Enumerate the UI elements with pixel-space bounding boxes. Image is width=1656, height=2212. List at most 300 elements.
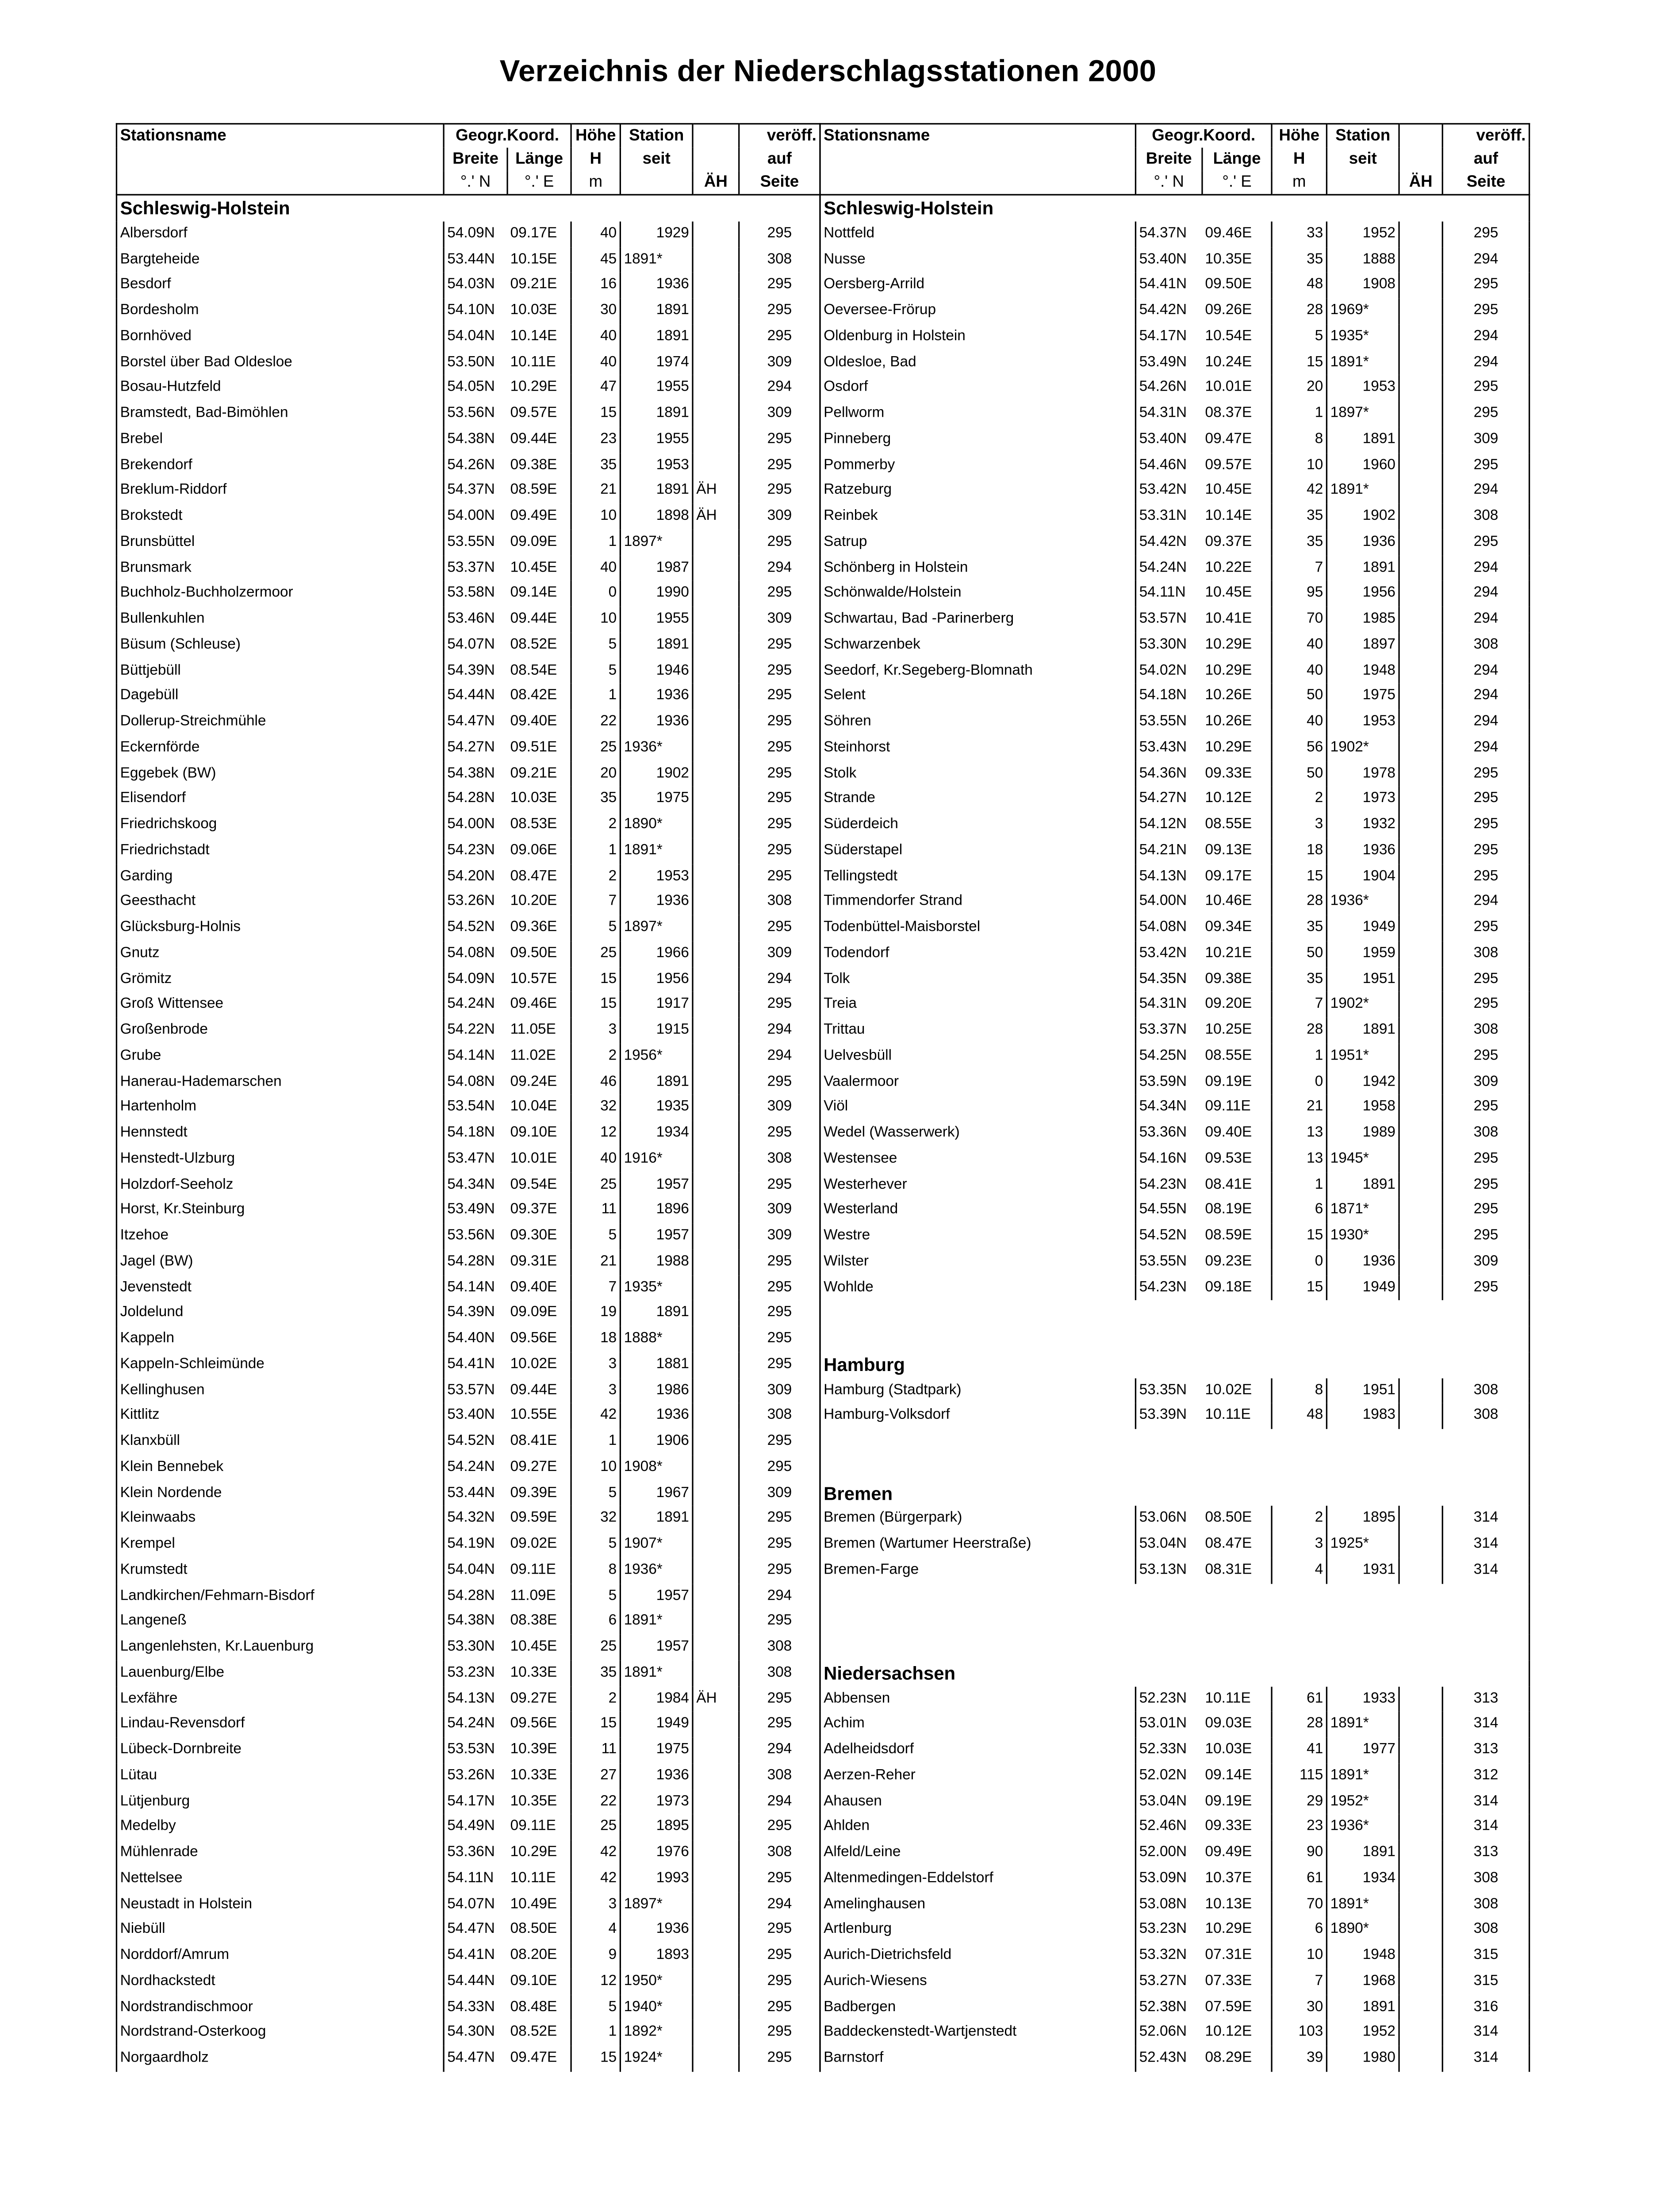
station-height: 35	[1272, 247, 1326, 273]
station-name: Klein Bennebek	[116, 1455, 444, 1480]
station-since: 1952*	[1326, 1789, 1399, 1814]
station-ah	[1399, 478, 1442, 504]
station-since: 1908*	[620, 1455, 693, 1480]
station-lon: 09.47E	[1205, 431, 1252, 447]
station-lon: 09.31E	[510, 1253, 557, 1270]
station-row	[116, 967, 820, 992]
station-row	[116, 1815, 820, 1840]
station-since: 1892*	[620, 2020, 693, 2046]
station-ah	[693, 1737, 739, 1763]
station-height: 42	[571, 1840, 620, 1866]
station-ah	[693, 1892, 739, 1917]
station-page: 308	[1442, 1866, 1529, 1892]
station-since: 1985	[1326, 607, 1399, 632]
station-since: 1953	[1326, 710, 1399, 735]
station-since: 1952	[1326, 2020, 1399, 2046]
station-ah	[693, 324, 739, 349]
station-page: 308	[1442, 1121, 1529, 1146]
station-since: 1929	[620, 221, 693, 247]
station-page: 295	[1442, 221, 1529, 247]
station-height: 1	[571, 2020, 620, 2046]
station-page: 295	[1442, 453, 1529, 478]
station-name: Brebel	[116, 427, 444, 453]
station-ah	[693, 684, 739, 710]
station-height: 70	[1272, 1892, 1326, 1917]
station-page: 294	[1442, 684, 1529, 710]
station-page: 313	[1442, 1737, 1529, 1763]
group-header-row	[820, 1352, 1530, 1378]
station-row	[820, 1223, 1530, 1249]
station-since: 1936	[620, 710, 693, 735]
station-page: 309	[739, 1223, 820, 1249]
header-ah: ÄH	[1399, 171, 1442, 195]
station-page: 295	[739, 838, 820, 864]
station-name: Bosau-Hutzfeld	[116, 375, 444, 401]
station-page: 295	[739, 1429, 820, 1455]
station-height: 15	[1272, 1223, 1326, 1249]
station-lon: 10.29E	[1205, 662, 1252, 679]
station-row	[116, 889, 820, 915]
station-height: 15	[571, 401, 620, 427]
station-lon: 10.37E	[1205, 1870, 1252, 1886]
station-since: 1949	[620, 1712, 693, 1737]
station-height: 4	[571, 1917, 620, 1943]
station-since: 1917	[620, 992, 693, 1018]
station-lon: 10.24E	[1205, 354, 1252, 370]
station-ah	[1399, 1892, 1442, 1917]
station-lon: 10.55E	[510, 1407, 557, 1424]
station-name: Alfeld/Leine	[820, 1840, 1135, 1866]
station-ah	[693, 735, 739, 761]
station-lon: 09.38E	[1205, 971, 1252, 987]
station-lon: 08.54E	[510, 662, 557, 679]
station-since: 1902	[620, 761, 693, 787]
station-height: 41	[1272, 1737, 1326, 1763]
station-since: 1891*	[620, 838, 693, 864]
header-lat: Breite	[444, 148, 507, 171]
station-lon: 10.46E	[1205, 894, 1252, 910]
station-lat: 53.59N	[1135, 1069, 1202, 1095]
station-lon: 09.20E	[1205, 996, 1252, 1013]
station-since: 1986	[620, 1378, 693, 1403]
station-lat: 53.30N	[444, 1635, 507, 1660]
station-height: 7	[1272, 555, 1326, 581]
station-ah	[1399, 1172, 1442, 1198]
station-page: 295	[1442, 273, 1529, 298]
station-height: 33	[1272, 221, 1326, 247]
station-name: Dollerup-Streichmühle	[116, 710, 444, 735]
station-page: 294	[1442, 889, 1529, 915]
station-lat: 54.52N	[444, 915, 507, 941]
station-lat: 53.58N	[444, 581, 507, 607]
page-title: Verzeichnis der Niederschlagsstationen 2000	[499, 55, 1157, 88]
station-page: 314	[1442, 2020, 1529, 2046]
station-page: 294	[739, 967, 820, 992]
station-since: 1890*	[620, 812, 693, 838]
station-row	[116, 838, 820, 864]
station-height: 3	[571, 1892, 620, 1917]
station-since: 1891*	[1326, 1763, 1399, 1789]
station-since: 1950*	[620, 1969, 693, 1994]
station-page: 309	[739, 1198, 820, 1223]
station-since: 1891	[620, 1301, 693, 1326]
station-name: Trittau	[820, 1018, 1135, 1044]
station-ah	[693, 967, 739, 992]
station-ah	[1399, 2020, 1442, 2046]
station-lat: 53.56N	[444, 401, 507, 427]
station-row	[820, 1146, 1530, 1172]
station-lon: 09.09E	[510, 534, 557, 550]
group-header-row	[820, 195, 1530, 221]
station-since: 1959	[1326, 941, 1399, 966]
station-page: 309	[739, 1480, 820, 1506]
station-row	[820, 632, 1530, 658]
station-row	[820, 1275, 1530, 1301]
station-height: 2	[571, 864, 620, 889]
station-height: 3	[571, 1018, 620, 1044]
station-name: Aerzen-Reher	[820, 1763, 1135, 1789]
station-row	[116, 221, 820, 247]
station-since: 1936*	[620, 735, 693, 761]
station-lat: 54.09N	[444, 967, 507, 992]
station-height: 61	[1272, 1686, 1326, 1712]
station-table-right	[819, 123, 1530, 2071]
station-height: 40	[1272, 632, 1326, 658]
station-name: Viöl	[820, 1095, 1135, 1121]
station-lon: 10.20E	[510, 894, 557, 910]
station-lon: 09.27E	[510, 1459, 557, 1475]
station-lat: 52.43N	[1135, 2046, 1202, 2071]
station-since: 1973	[620, 1789, 693, 1814]
station-since: 1891*	[620, 1660, 693, 1686]
station-lon: 09.37E	[1205, 534, 1252, 550]
station-lon: 09.44E	[510, 1382, 557, 1398]
station-ah	[693, 1789, 739, 1814]
station-ah	[1399, 1815, 1442, 1840]
station-lon: 10.29E	[1205, 739, 1252, 756]
station-row	[116, 812, 820, 838]
station-ah	[1399, 221, 1442, 247]
station-since: 1936	[1326, 838, 1399, 864]
station-lat: 54.46N	[1135, 453, 1202, 478]
station-page: 295	[1442, 375, 1529, 401]
station-height: 11	[571, 1198, 620, 1223]
station-height: 2	[571, 812, 620, 838]
station-name: Schönberg in Holstein	[820, 555, 1135, 581]
station-since: 1957	[620, 1172, 693, 1198]
station-ah	[1399, 1044, 1442, 1069]
station-height: 35	[571, 787, 620, 812]
station-name: Bargteheide	[116, 247, 444, 273]
station-name: Langeneß	[116, 1609, 444, 1635]
station-lon: 09.18E	[1205, 1279, 1252, 1295]
station-ah	[693, 1660, 739, 1686]
station-lon: 10.11E	[510, 354, 556, 370]
station-row	[116, 1455, 820, 1480]
station-name: Altenmedingen-Eddelstorf	[820, 1866, 1135, 1892]
station-page: 295	[739, 1917, 820, 1943]
station-lat: 53.08N	[1135, 1892, 1202, 1917]
station-name: Garding	[116, 864, 444, 889]
station-lon: 11.09E	[510, 1587, 556, 1604]
station-lon: 09.57E	[510, 405, 557, 422]
station-lat: 53.40N	[1135, 427, 1202, 453]
station-height: 48	[1272, 273, 1326, 298]
station-ah	[693, 761, 739, 787]
station-height: 27	[571, 1763, 620, 1789]
station-lat: 54.35N	[1135, 967, 1202, 992]
station-page: 294	[1442, 735, 1529, 761]
station-row	[820, 1403, 1530, 1429]
header-lat-unit: °.' N	[444, 171, 507, 195]
station-name: Grömitz	[116, 967, 444, 992]
station-ah	[1399, 1789, 1442, 1814]
station-height: 1	[571, 1429, 620, 1455]
station-since: 1960	[1326, 453, 1399, 478]
station-name: Landkirchen/Fehmarn-Bisdorf	[116, 1583, 444, 1609]
station-row	[820, 221, 1530, 247]
station-row	[820, 1018, 1530, 1044]
station-row	[116, 1686, 820, 1712]
header-height-unit: m	[571, 171, 620, 195]
station-lat: 54.16N	[1135, 1146, 1202, 1172]
station-height: 20	[1272, 375, 1326, 401]
station-lon: 10.11E	[1205, 1407, 1251, 1424]
station-since: 1896	[620, 1198, 693, 1223]
station-name: Albersdorf	[116, 221, 444, 247]
station-ah	[693, 1943, 739, 1969]
station-height: 3	[1272, 1532, 1326, 1558]
station-since: 1931	[1326, 1558, 1399, 1583]
station-page: 308	[1442, 1403, 1529, 1429]
station-row	[116, 453, 820, 478]
station-height: 18	[571, 1326, 620, 1352]
station-name: Todenbüttel-Maisborstel	[820, 915, 1135, 941]
station-row	[820, 1815, 1530, 1840]
station-ah	[693, 1429, 739, 1455]
station-ah	[693, 1069, 739, 1095]
station-lon: 10.39E	[510, 1742, 557, 1758]
station-page: 309	[1442, 1249, 1529, 1275]
station-height: 21	[571, 478, 620, 504]
station-lon: 07.31E	[1205, 1947, 1252, 1963]
station-lon: 09.50E	[510, 945, 557, 961]
station-lat: 52.06N	[1135, 2020, 1202, 2046]
station-page: 308	[1442, 1378, 1529, 1403]
station-lat: 52.33N	[1135, 1737, 1202, 1763]
station-lon: 10.13E	[1205, 1896, 1252, 1912]
station-row	[820, 1737, 1530, 1763]
station-page: 294	[1442, 555, 1529, 581]
station-height: 3	[571, 1378, 620, 1403]
station-height: 25	[571, 1172, 620, 1198]
station-row	[820, 530, 1530, 555]
station-since: 1930*	[1326, 1223, 1399, 1249]
station-lat: 53.30N	[1135, 632, 1202, 658]
station-since: 1891*	[1326, 1712, 1399, 1737]
station-ah	[1399, 838, 1442, 864]
station-lat: 54.31N	[1135, 992, 1202, 1018]
station-lat: 54.19N	[444, 1532, 507, 1558]
station-name: Tolk	[820, 967, 1135, 992]
station-name: Osdorf	[820, 375, 1135, 401]
station-name: Nordstrand-Osterkoog	[116, 2020, 444, 2046]
station-lat: 53.57N	[1135, 607, 1202, 632]
station-lat: 53.37N	[1135, 1018, 1202, 1044]
station-row	[116, 581, 820, 607]
station-lat: 53.40N	[444, 1403, 507, 1429]
station-row	[820, 478, 1530, 504]
station-page: 294	[739, 1018, 820, 1044]
station-row	[116, 1069, 820, 1095]
station-page: 308	[739, 1763, 820, 1789]
station-row	[116, 1018, 820, 1044]
station-ah	[693, 632, 739, 658]
station-height: 40	[571, 221, 620, 247]
station-lon: 09.59E	[510, 1510, 557, 1527]
station-ah	[1399, 1686, 1442, 1712]
station-page: 295	[739, 2020, 820, 2046]
station-height: 15	[571, 2046, 620, 2071]
station-ah	[1399, 1095, 1442, 1121]
station-row	[820, 1198, 1530, 1223]
station-name: Amelinghausen	[820, 1892, 1135, 1917]
station-since: 1953	[620, 864, 693, 889]
station-lat: 54.05N	[444, 375, 507, 401]
station-since: 1949	[1326, 915, 1399, 941]
station-name: Nusse	[820, 247, 1135, 273]
station-name: Kleinwaabs	[116, 1506, 444, 1532]
station-row	[116, 1892, 820, 1917]
station-row	[820, 581, 1530, 607]
station-height: 1	[1272, 1044, 1326, 1069]
station-page: 309	[739, 349, 820, 375]
station-ah	[1399, 324, 1442, 349]
header-since2: seit	[620, 148, 693, 171]
station-row	[116, 504, 820, 530]
station-lat: 53.50N	[444, 349, 507, 375]
station-lon: 09.21E	[510, 276, 557, 293]
station-ah	[1399, 375, 1442, 401]
station-lat: 54.39N	[444, 658, 507, 684]
station-name: Barnstorf	[820, 2046, 1135, 2071]
station-since: 1936	[620, 1403, 693, 1429]
station-lat: 52.00N	[1135, 1840, 1202, 1866]
station-ah	[693, 1866, 739, 1892]
station-since: 1891*	[1326, 349, 1399, 375]
station-lon: 10.11E	[510, 1870, 556, 1886]
header-station: Stationsname	[116, 124, 444, 148]
station-page: 309	[739, 1095, 820, 1121]
station-since: 1956*	[620, 1044, 693, 1069]
station-row	[116, 1712, 820, 1737]
station-page: 294	[739, 1737, 820, 1763]
station-lon: 10.04E	[510, 1099, 557, 1115]
station-page: 295	[739, 1455, 820, 1480]
station-name: Nordhackstedt	[116, 1969, 444, 1994]
station-ah	[693, 812, 739, 838]
station-ah	[693, 1532, 739, 1558]
station-lon: 09.30E	[510, 1228, 557, 1244]
station-since: 1897*	[620, 1892, 693, 1917]
station-since: 1953	[1326, 375, 1399, 401]
station-lat: 54.34N	[1135, 1095, 1202, 1121]
station-since: 1891*	[1326, 1892, 1399, 1917]
station-name: Dagebüll	[116, 684, 444, 710]
station-ah	[693, 221, 739, 247]
station-ah	[693, 453, 739, 478]
station-row	[820, 349, 1530, 375]
station-lon: 10.33E	[510, 1767, 557, 1784]
station-lat: 54.24N	[1135, 555, 1202, 581]
station-lon: 09.44E	[510, 611, 557, 627]
station-lat: 54.33N	[444, 1994, 507, 2020]
station-since: 1975	[620, 1737, 693, 1763]
station-name: Hartenholm	[116, 1095, 444, 1121]
station-height: 21	[571, 1249, 620, 1275]
station-since: 1916*	[620, 1146, 693, 1172]
station-lon: 10.22E	[1205, 559, 1252, 576]
station-ah	[1399, 1763, 1442, 1789]
station-since: 1936*	[1326, 889, 1399, 915]
station-row	[820, 1532, 1530, 1558]
station-ah	[1399, 761, 1442, 787]
station-page: 313	[1442, 1840, 1529, 1866]
station-lon: 09.51E	[510, 739, 557, 756]
station-page: 295	[739, 1249, 820, 1275]
station-height: 35	[1272, 530, 1326, 555]
station-lon: 10.45E	[510, 559, 557, 576]
station-lat: 53.54N	[444, 1095, 507, 1121]
station-lon: 09.11E	[510, 1562, 556, 1578]
station-name: Gnutz	[116, 941, 444, 966]
station-lon: 09.38E	[510, 457, 557, 473]
station-row	[820, 889, 1530, 915]
station-height: 45	[571, 247, 620, 273]
station-page: 294	[739, 1583, 820, 1609]
station-ah	[693, 607, 739, 632]
station-ah	[693, 247, 739, 273]
station-row	[116, 632, 820, 658]
station-ah	[693, 889, 739, 915]
station-lat: 54.14N	[444, 1275, 507, 1301]
station-row	[116, 1095, 820, 1121]
station-name: Söhren	[820, 710, 1135, 735]
station-row	[820, 1249, 1530, 1275]
station-row	[116, 273, 820, 298]
station-height: 40	[1272, 710, 1326, 735]
station-page: 295	[739, 427, 820, 453]
station-since: 1952	[1326, 221, 1399, 247]
station-lat: 54.24N	[444, 1455, 507, 1480]
station-row	[116, 915, 820, 941]
station-height: 29	[1272, 1789, 1326, 1814]
station-row	[820, 1506, 1530, 1532]
station-ah: ÄH	[693, 504, 739, 530]
station-since: 1978	[1326, 761, 1399, 787]
station-lon: 09.03E	[1205, 1716, 1252, 1732]
station-page: 314	[1442, 1558, 1529, 1583]
station-ah	[693, 1840, 739, 1866]
station-name: Norgaardholz	[116, 2046, 444, 2071]
station-height: 7	[571, 1275, 620, 1301]
station-page: 308	[739, 889, 820, 915]
header-coords: Geogr.Koord.	[444, 124, 571, 148]
station-name: Joldelund	[116, 1301, 444, 1326]
station-height: 35	[1272, 967, 1326, 992]
region-heading: Schleswig-Holstein	[116, 195, 444, 221]
station-since: 1881	[620, 1352, 693, 1378]
